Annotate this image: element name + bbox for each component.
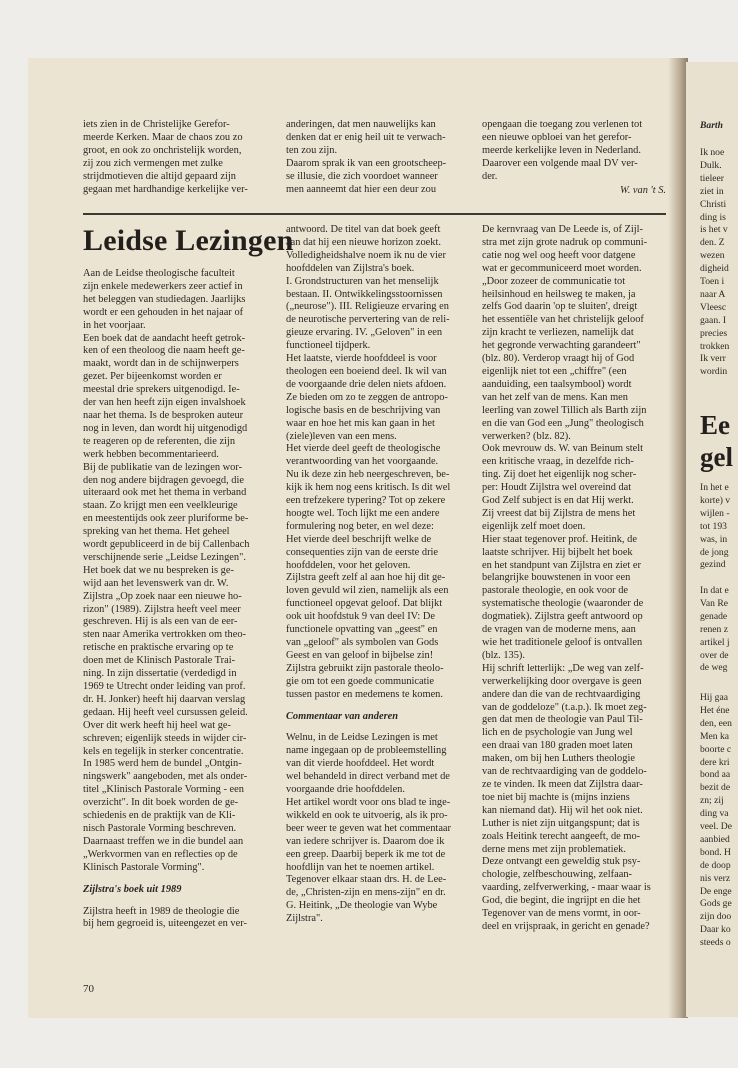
text-line: belangrijke bouwstenen in voor een bbox=[482, 572, 631, 584]
text-line: Een boek dat de aandacht heeft getrok- bbox=[83, 332, 246, 344]
text-line: gedaan. Hij heeft veel cursussen geleid. bbox=[83, 706, 248, 718]
facing-page-text: gezind bbox=[700, 559, 726, 571]
paragraph-gap bbox=[83, 875, 268, 884]
text-line: ningswerk" aangeboden, met als onder- bbox=[83, 771, 248, 783]
text-line: wat er gecommuniceerd moet worden. bbox=[482, 262, 642, 274]
facing-page-text: Barth bbox=[700, 120, 723, 131]
facing-page-text: artikel j bbox=[700, 636, 730, 648]
text-line: ning. In zijn dissertatie (verdedigd in bbox=[83, 668, 237, 680]
text-line: het beleggen van studiedagen. Jaarlijks bbox=[83, 293, 246, 305]
text-line: Aan de Leidse theologische faculteit bbox=[83, 268, 235, 279]
text-line: In 1985 werd hem de bundel „Ontgin- bbox=[83, 758, 242, 770]
facing-page-text: Ee bbox=[700, 410, 730, 440]
text-line: Geest en van geloof in bijbelse zin! bbox=[286, 649, 434, 661]
facing-page-text: bond aa bbox=[700, 769, 731, 781]
text-line: van dit vierde hoofddeel. Het wordt bbox=[286, 758, 435, 770]
text-line: derne mens met zijn problematiek. bbox=[482, 843, 626, 855]
text-line: Hij schrift letterlijk: „De weg van zelf- bbox=[482, 662, 644, 674]
text-line: van de goddeloze" (t.a.p.). Ik moet zeg- bbox=[482, 701, 647, 713]
text-line: Zijlstra". bbox=[286, 913, 323, 925]
text-line: Het vierde deel geeft de theologische bbox=[286, 443, 441, 455]
text-line: Hier staat tegenover prof. Heitink, de bbox=[482, 533, 637, 545]
text-line: een trefzekere typering? Tot op zekere bbox=[286, 495, 446, 507]
previous-article-col-3 bbox=[482, 119, 665, 184]
text-line: van „geloof" als symbolen van Gods bbox=[286, 637, 439, 648]
text-line: staan. Zo krijgt men een veelkleurige bbox=[83, 500, 238, 512]
text-line: van iedere schrijver is. Daarom doe ik bbox=[286, 835, 445, 847]
text-line: functionele opvatting van „geest" en bbox=[286, 624, 438, 636]
facing-page-text: was, in bbox=[700, 533, 728, 545]
text-line: gegaan met hardhandige kerkelijke ver- bbox=[83, 183, 248, 195]
text-line: spreking van het thema. Het geheel bbox=[83, 526, 230, 538]
facing-page-text: trokken bbox=[700, 340, 730, 352]
text-line: Daarover een volgende maal DV ver- bbox=[482, 157, 638, 169]
paragraph-gap bbox=[286, 723, 472, 732]
text-line: bestaan. II. Ontwikkelingsstoornissen bbox=[286, 288, 443, 300]
text-line: hoogte wel. Toch lijkt me een andere bbox=[286, 507, 440, 519]
text-line: van het zelf van de mens. Kan men bbox=[482, 391, 628, 403]
text-line: vaarding, zelfverwerking, - maar waar is bbox=[482, 882, 651, 894]
text-line: geschreven. Hij is als een van de eer- bbox=[83, 616, 238, 628]
text-line: meerde Kerken. Maar de chaos zou zo bbox=[83, 131, 243, 143]
text-line: kan niemand dat). Hij wil het ook niet. bbox=[482, 804, 643, 816]
text-line: uiteraard ook met het thema in verband bbox=[83, 487, 247, 499]
facing-page-text: veel. De bbox=[700, 821, 732, 832]
text-line: Ook mevrouw ds. W. van Beinum stelt bbox=[482, 443, 644, 455]
facing-page-text: over de bbox=[700, 649, 729, 661]
text-line: bij hem gegroeid is, uiteengezet en ver- bbox=[83, 918, 247, 930]
text-line: lich en de psychologie van Jung wel bbox=[482, 727, 633, 739]
article-col-3 bbox=[482, 224, 667, 934]
facing-page-text: Gods ge bbox=[700, 898, 732, 910]
text-line: en meestentijds ook zeer pluriforme be- bbox=[83, 513, 249, 525]
text-line: Nu ik deze zin heb neergeschreven, be- bbox=[286, 469, 450, 481]
text-line: loven gevuld wil zien, namelijk als een bbox=[286, 585, 449, 597]
text-line: Het artikel wordt voor ons blad te inge- bbox=[286, 796, 451, 808]
text-line: wordt gepubliceerd in de bij Callenbach bbox=[83, 539, 250, 551]
subheading: Commentaar van anderen bbox=[286, 710, 398, 722]
text-line: doen met de Klinisch Pastorale Trai- bbox=[83, 655, 236, 667]
text-line: een draai van 180 graden moet laten bbox=[482, 740, 633, 752]
text-line: te reageren op de referenten, die zijn bbox=[83, 435, 236, 447]
text-line: Het laatste, vierde hoofddeel is voor bbox=[286, 353, 437, 365]
text-line: dogmatiek). Zijlstra geeft antwoord op bbox=[482, 611, 643, 623]
text-line: Zijlstra heeft in 1989 de theologie die bbox=[83, 905, 240, 917]
text-line: iets zien in de Christelijke Gerefor- bbox=[83, 119, 230, 130]
text-line: maakt, wordt dan in de schijnwerpers bbox=[83, 358, 239, 370]
facing-page-text: ding va bbox=[700, 808, 729, 820]
text-line: de vragen van de moderne mens, aan bbox=[482, 624, 636, 636]
text-line: per: Houdt Zijlstra wel overeind dat bbox=[482, 482, 632, 494]
facing-page-text: bezit de bbox=[700, 782, 731, 794]
text-line: wordt er een gehouden in het najaar of bbox=[83, 306, 244, 318]
article-title: Leidse Lezingen bbox=[83, 224, 294, 257]
text-line: sten naar Amerika vertrokken om theo- bbox=[83, 629, 247, 641]
page-gutter bbox=[668, 58, 688, 1018]
text-line: Bij de publikatie van de lezingen wor- bbox=[83, 461, 243, 473]
text-line: hoofddelen, voor het geloven. bbox=[286, 559, 411, 571]
facing-page-text: ding is bbox=[700, 211, 726, 223]
text-line: nisch Pastorale Vorming beschreven. bbox=[83, 822, 237, 834]
text-line: Zijlstra „Op zoek naar een nieuwe ho- bbox=[83, 590, 242, 602]
text-line: Het vierde deel beschrijft welke de bbox=[286, 533, 432, 545]
text-line: den nog andere bijdragen gevoegd, die bbox=[83, 474, 244, 486]
text-line: kijk ik hem nog eens kritisch. Is dit wel bbox=[286, 482, 451, 494]
text-line: der van hen heeft zijn eigen invalshoek bbox=[83, 397, 246, 409]
text-line: deel en vrijspraak, in gericht en genade? bbox=[482, 920, 650, 932]
text-line: verwerken? (blz. 82). bbox=[482, 430, 571, 442]
facing-page-text: In het e bbox=[700, 482, 729, 493]
text-line: werk hebben becommentarieerd. bbox=[83, 448, 219, 460]
facing-page-text: zijn doo bbox=[700, 911, 732, 923]
facing-page-text: Ik noe bbox=[700, 147, 725, 158]
text-line: meerde kerkelijke leven in Nederland. bbox=[482, 144, 641, 156]
facing-page-text: is het v bbox=[700, 224, 728, 236]
article-col-2 bbox=[286, 224, 472, 926]
text-line: rizon" (1989). Zijlstra heeft veel meer bbox=[83, 603, 241, 615]
text-line: De kernvraag van De Leede is, of Zijl- bbox=[482, 224, 643, 235]
facing-page-text: de weg bbox=[700, 662, 728, 674]
facing-page-text: gaan. I bbox=[700, 314, 727, 326]
text-line: denken dat er enig heil uit te verwach- bbox=[286, 131, 446, 143]
text-line: schreven; eigenlijk steeds in wijder cir- bbox=[83, 732, 247, 744]
facing-page-text: Vleesc bbox=[700, 301, 727, 313]
text-line: zij zou zich vermengen met zulke bbox=[83, 157, 223, 169]
facing-page-text: den. Z bbox=[700, 237, 725, 249]
facing-page-text: Ik verr bbox=[700, 353, 726, 365]
text-line: en het standpunt van Zijlstra en ziet er bbox=[482, 559, 641, 571]
text-line: (blz. 135). bbox=[482, 649, 525, 661]
author-signature: W. van 't S. bbox=[620, 185, 666, 196]
text-line: maken, om bij hen Luthers theologie bbox=[482, 753, 635, 765]
text-line: systematische theologie (waaronder de bbox=[482, 598, 644, 610]
text-line: I. Grondstructuren van het menselijk bbox=[286, 275, 439, 287]
text-line: Zijlstra geeft zelf al aan hoe hij dit ge- bbox=[286, 572, 446, 584]
text-line: name ingegaan op de probleemstelling bbox=[286, 745, 447, 757]
text-line: strijdmotieven die altijd gepaard zijn bbox=[83, 170, 236, 182]
facing-page-text: wordin bbox=[700, 366, 728, 378]
text-line: kels en tegelijk in sterker concentratie. bbox=[83, 745, 244, 757]
text-line: het essentiële van het christelijk geloof bbox=[482, 314, 644, 326]
text-line: gie om tot een goede communicatie bbox=[286, 675, 435, 687]
text-line: G. Heitink, „De theologie van Wybe bbox=[286, 900, 438, 912]
text-line: toe niet bij machte is (mijns inziens bbox=[482, 791, 630, 803]
text-line: 1969 te Utrecht onder leiding van prof. bbox=[83, 681, 246, 692]
text-line: andere dan die van de rechtvaardiging bbox=[482, 688, 641, 700]
facing-page-text: In dat e bbox=[700, 585, 729, 596]
text-line: aanduiding, een taalsymbool) wordt bbox=[482, 378, 632, 390]
facing-page-text: naar A bbox=[700, 288, 726, 300]
text-line: Zij vreest dat bij Zijlstra de mens het bbox=[482, 507, 636, 519]
text-line: eigenlijk niet tot een „chiffre" (een bbox=[482, 365, 627, 377]
facing-page-text: korte) v bbox=[700, 494, 731, 506]
text-line: ook uit hoofdstuk 9 van deel IV: De bbox=[286, 611, 435, 623]
text-line: verschijnende serie „Leidse Lezingen". bbox=[83, 551, 246, 563]
text-line: anderingen, dat men nauwelijks kan bbox=[286, 119, 436, 130]
text-line: gieuze ervaring. IV. „Geloven" in een bbox=[286, 327, 443, 339]
text-line: beer weer te geven wat het commentaar bbox=[286, 822, 452, 834]
text-line: ze te vinden. Ik meen dat Zijlstra daar- bbox=[482, 778, 643, 790]
facing-page-text: aanbied bbox=[700, 833, 730, 845]
facing-page-text: Het éne bbox=[700, 704, 730, 716]
text-line: eigenlijk zelf moet doen. bbox=[482, 520, 586, 532]
facing-page-text: digheid bbox=[700, 263, 729, 275]
article-col-1 bbox=[83, 268, 268, 931]
text-line: wikkeld en ook te uitvoerig, als ik pro- bbox=[286, 809, 448, 821]
facing-page-text: renen z bbox=[700, 623, 728, 635]
text-line: functioneel opgevat geloof. Dat blijkt bbox=[286, 598, 443, 610]
text-line: „Door zozeer de communicatie tot bbox=[482, 275, 626, 287]
facing-page-text: zn; zij bbox=[700, 795, 724, 807]
text-line: een greep. Daarbij beperk ik me tot de bbox=[286, 848, 446, 860]
text-line: zijn kracht te verliezen, namelijk dat bbox=[482, 327, 634, 339]
text-line: retische en praktische ervaring op te bbox=[83, 642, 234, 654]
text-line: hoofdlijn van het te noemen artikel. bbox=[286, 861, 435, 873]
text-line: het gegronde verwachting garandeert" bbox=[482, 340, 641, 352]
text-line: Volledigheidshalve noem ik nu de vier bbox=[286, 249, 446, 261]
text-line: voorgaande drie hoofddelen. bbox=[286, 784, 405, 796]
facing-page-text: De enge bbox=[700, 885, 732, 897]
facing-page-text: bond. H bbox=[700, 846, 731, 858]
facing-page-text: den, een bbox=[700, 717, 732, 729]
text-line: hoofddelen van Zijlstra's boek. bbox=[286, 262, 415, 274]
text-line: God Zelf subject is en dat Hij werkt. bbox=[482, 495, 634, 507]
text-line: Zijlstra gebruikt zijn pastorale theolo- bbox=[286, 662, 444, 674]
facing-page-text: tieleer bbox=[700, 172, 724, 184]
text-line: ten zou zijn. bbox=[286, 144, 338, 156]
text-line: Ze bieden om zo te zeggen de antropo- bbox=[286, 391, 448, 403]
facing-page-text: de jong bbox=[700, 546, 729, 558]
text-line: groot, en ook zo onchristelijk worden, bbox=[83, 144, 242, 156]
text-line: Daarom sprak ik van een grootscheep- bbox=[286, 157, 447, 169]
text-line: de voorgaande drie delen niets afdoen. bbox=[286, 378, 447, 390]
facing-page-text: dere kri bbox=[700, 756, 730, 768]
text-line: zelfs God daarin 'op te sluiten', dreigt bbox=[482, 301, 638, 313]
text-line: ting. Zij doet het eigenlijk nog scher- bbox=[482, 469, 637, 481]
facing-page-text: Christi bbox=[700, 198, 727, 210]
text-line: opengaan die toegang zou verlenen tot bbox=[482, 119, 643, 130]
text-line: laatste schrijver. Hij bijbelt het boek bbox=[482, 546, 633, 558]
text-line: gezet. Per bijeenkomst worden er bbox=[83, 371, 222, 383]
text-line: Daarnaast treffen we in die bundel aan bbox=[83, 835, 244, 847]
text-line: een kritische vraag, in dezelfde rich- bbox=[482, 456, 634, 468]
text-line: meestal drie sprekers uitgenodigd. Ie- bbox=[83, 384, 240, 396]
text-line: der. bbox=[482, 170, 498, 182]
facing-page-text: tot 193 bbox=[700, 520, 727, 532]
text-line: leerling van zowel Tillich als Barth zijn bbox=[482, 404, 647, 416]
text-line: Luther is niet zijn uitgangspunt; dat is bbox=[482, 817, 640, 829]
text-line: tussen pastor en medemens te komen. bbox=[286, 688, 443, 700]
text-line: catie nog wel oog heeft voor datgene bbox=[482, 249, 636, 261]
text-line: se illusie, die zich voordoet wanneer bbox=[286, 170, 438, 182]
text-line: zoals Heitink terecht aangeeft, de mo- bbox=[482, 830, 641, 842]
paragraph-gap bbox=[286, 702, 472, 711]
text-line: consequenties zijn van de eerste drie bbox=[286, 546, 439, 558]
text-line: verwerkelijking door overgave is geen bbox=[482, 675, 642, 687]
text-line: en die van God een „Jung" theologisch bbox=[482, 417, 644, 429]
text-line: pastorale theologie, en ook voor de bbox=[482, 585, 629, 597]
text-line: Deze ontvangt een geweldig stuk psy- bbox=[482, 856, 641, 868]
facing-page-text: nis verz bbox=[700, 872, 731, 884]
text-line: nog in leven, dan wordt hij uitgenodigd bbox=[83, 422, 248, 434]
text-line: chologie, zelfbeschouwing, zelfaan- bbox=[482, 869, 633, 881]
text-line: van de rechtvaardiging van de goddelo- bbox=[482, 766, 647, 778]
text-line: in het voorjaar. bbox=[83, 319, 146, 331]
text-line: naar het thema. Is de besproken auteur bbox=[83, 409, 244, 421]
text-line: waar en hoe het mis kan gaan in het bbox=[286, 417, 435, 429]
text-line: schiedenis en de praktijk van de Kli- bbox=[83, 810, 236, 822]
page-number: 70 bbox=[83, 983, 94, 995]
facing-page-partial bbox=[686, 62, 738, 1017]
facing-page-text: boorte c bbox=[700, 743, 732, 755]
text-line: ken of een theoloog die naam heeft ge- bbox=[83, 345, 245, 357]
text-line: logische basis en de beschrijving van bbox=[286, 404, 441, 416]
facing-page-text: wijlen - bbox=[700, 507, 730, 519]
text-line: („neurose"). III. Religieuze ervaring en bbox=[286, 301, 449, 313]
text-line: antwoord. De titel van dat boek geeft bbox=[286, 224, 441, 235]
text-line: aan dat hij een nieuwe horizon zoekt. bbox=[286, 236, 441, 248]
facing-page-text: wezen bbox=[700, 250, 725, 262]
text-line: titel „Klinisch Pastorale Vorming - een bbox=[83, 784, 244, 796]
text-line: heilsinhoud en heilsweg te maken, ja bbox=[482, 288, 636, 300]
text-line: een nieuwe opbloei van het gerefor- bbox=[482, 131, 632, 143]
text-line: wel behandeld in direct verband met de bbox=[286, 771, 450, 783]
paragraph-gap bbox=[83, 897, 268, 906]
text-line: dr. H. Jonker) heeft hij daarvan verslag bbox=[83, 693, 246, 705]
facing-page-text: Daar ko bbox=[700, 924, 731, 936]
facing-page-text: Toen i bbox=[700, 276, 725, 287]
text-line: stra met zijn grote nadruk op communi- bbox=[482, 236, 648, 248]
text-line: de, „Christen-zijn en mens-zijn" en dr. bbox=[286, 887, 446, 899]
subheading: Zijlstra's boek uit 1989 bbox=[83, 883, 182, 895]
text-line: Tegenover elkaar staan drs. H. de Lee- bbox=[286, 874, 447, 886]
facing-page-text: genade bbox=[700, 610, 728, 622]
facing-page-text: Hij gaa bbox=[700, 692, 728, 703]
text-line: Over dit werk heeft hij heel wat ge- bbox=[83, 719, 232, 731]
facing-page-text: Van Re bbox=[700, 597, 728, 609]
previous-article-col-2 bbox=[286, 119, 472, 196]
article-divider bbox=[83, 213, 666, 215]
text-line: de neurotische pervertering van de reli- bbox=[286, 314, 450, 326]
text-line: Welnu, in de Leidse Lezingen is met bbox=[286, 732, 438, 744]
text-line: Het boek dat we nu bespreken is ge- bbox=[83, 564, 234, 576]
text-line: Tegenover van de mens vormt, in oor- bbox=[482, 908, 641, 920]
facing-page-text: Dulk. bbox=[700, 159, 722, 171]
text-line: (blz. 80). Verderop vraagt hij of God bbox=[482, 353, 635, 365]
text-line: verantwoording van het voorgaande. bbox=[286, 456, 439, 468]
text-line: zijn enkele medewerkers zeer actief in bbox=[83, 280, 243, 292]
facing-page-text: de doop bbox=[700, 859, 731, 871]
text-line: theologen een boeiend deel. Ik wil van bbox=[286, 365, 447, 377]
text-line: „Werkvormen van en reflecties op de bbox=[83, 848, 238, 860]
text-line: wijd aan het levenswerk van dr. W. bbox=[83, 577, 229, 589]
text-line: wie het traditionele geloof is ontvallen bbox=[482, 637, 643, 648]
text-line: Klinisch Pastorale Vorming". bbox=[83, 861, 205, 873]
text-line: God, die begint, die ingrijpt en die het bbox=[482, 895, 641, 907]
text-line: overzicht". In dit boek worden de ge- bbox=[83, 797, 239, 809]
facing-page-text: precies bbox=[700, 327, 728, 339]
text-line: gen dat men de theologie van Paul Til- bbox=[482, 714, 643, 726]
text-line: men aanneemt dat hier een deur zou bbox=[286, 183, 437, 195]
text-line: functioneel tijdperk. bbox=[286, 340, 371, 352]
text-line: (ziele)leven van een mens. bbox=[286, 430, 397, 442]
facing-page-text: gel bbox=[700, 442, 733, 472]
facing-page-text: steeds o bbox=[700, 937, 731, 949]
facing-page-text: Men ka bbox=[700, 730, 730, 742]
facing-page-text: ziet in bbox=[700, 185, 724, 197]
text-line: formulering nog beter, en wel deze: bbox=[286, 520, 434, 532]
previous-article-col-1 bbox=[83, 119, 268, 196]
